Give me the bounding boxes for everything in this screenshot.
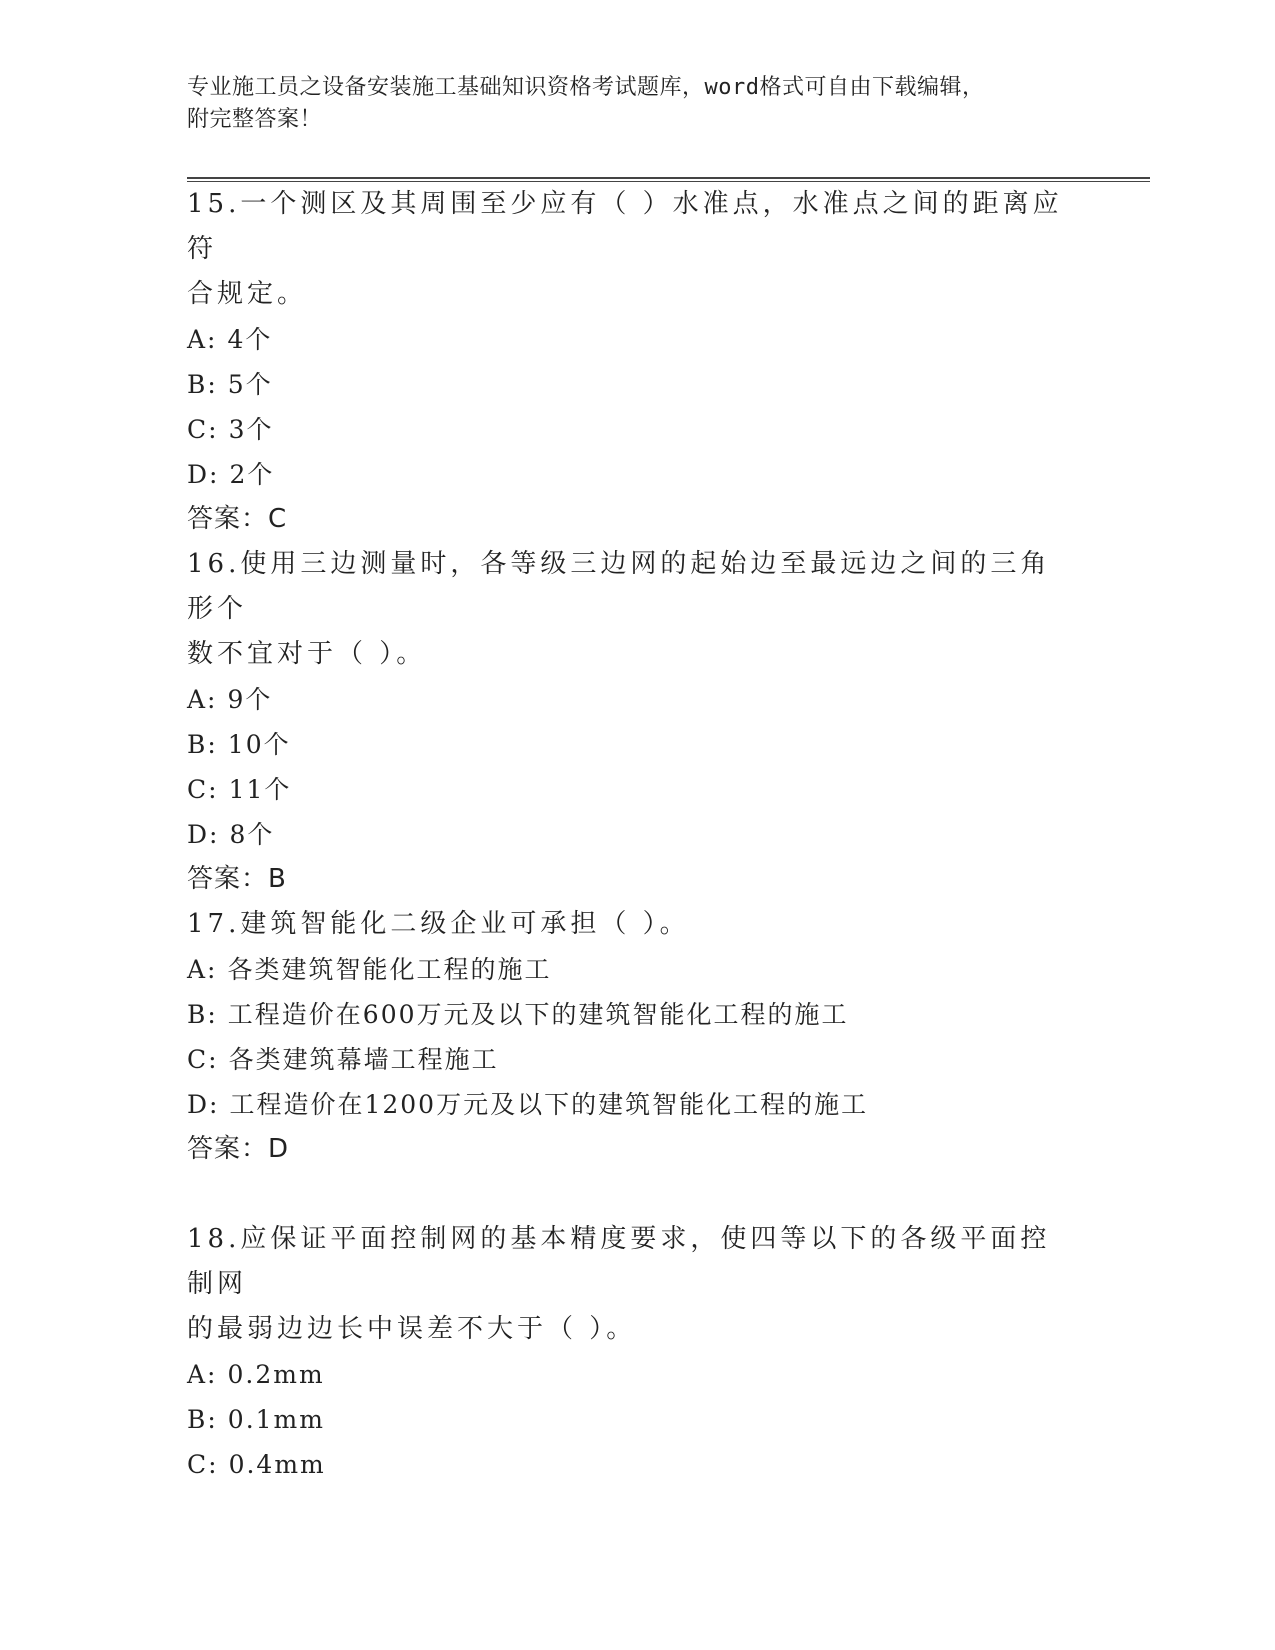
document-header: [187, 72, 1067, 136]
question-15: [187, 182, 1087, 542]
option-a: A: 各类建筑智能化工程的施工: [187, 955, 552, 984]
question-stem-line-2: 的最弱边边长中误差不大于（ ）。: [187, 1314, 637, 1344]
question-stem-line-1: 18.应保证平面控制网的基本精度要求，使四等以下的各级平面控制网: [187, 1224, 1051, 1299]
answer-line: 答案：B: [187, 864, 287, 894]
option-c: C: 各类建筑幕墙工程施工: [187, 1045, 499, 1074]
answer-line: 答案：C: [187, 504, 288, 534]
header-line-2: 附完整答案！: [187, 107, 323, 132]
option-c: C: 0.4mm: [187, 1450, 326, 1479]
option-c: C: 11个: [187, 775, 292, 804]
question-17: [187, 902, 1087, 1172]
option-b: B: 0.1mm: [187, 1405, 325, 1434]
question-16: [187, 542, 1087, 902]
option-b: B: 10个: [187, 730, 291, 759]
question-stem-line-2: 数不宜对于（ ）。: [187, 639, 427, 669]
option-c: C: 3个: [187, 415, 274, 444]
option-a: A: 4个: [187, 325, 273, 354]
option-d: D: 2个: [187, 460, 275, 489]
option-a: A: 0.2mm: [187, 1360, 325, 1389]
option-a: A: 9个: [187, 685, 273, 714]
question-18: [187, 1217, 1087, 1487]
option-b: B: 工程造价在600万元及以下的建筑智能化工程的施工: [187, 1000, 849, 1029]
question-stem-line-2: 合规定。: [187, 279, 308, 309]
question-stem-line-1: 15.一个测区及其周围至少应有（ ）水准点，水准点之间的距离应符: [187, 189, 1063, 264]
option-b: B: 5个: [187, 370, 273, 399]
question-stem-line-1: 17.建筑智能化二级企业可承担（ ）。: [187, 909, 690, 939]
answer-line: 答案：D: [187, 1134, 290, 1164]
question-stem-line-1: 16.使用三边测量时，各等级三边网的起始边至最远边之间的三角形个: [187, 549, 1051, 624]
header-line-1: 专业施工员之设备安装施工基础知识资格考试题库，word格式可自由下载编辑，: [187, 75, 985, 100]
option-d: D: 工程造价在1200万元及以下的建筑智能化工程的施工: [187, 1090, 869, 1119]
option-d: D: 8个: [187, 820, 275, 849]
